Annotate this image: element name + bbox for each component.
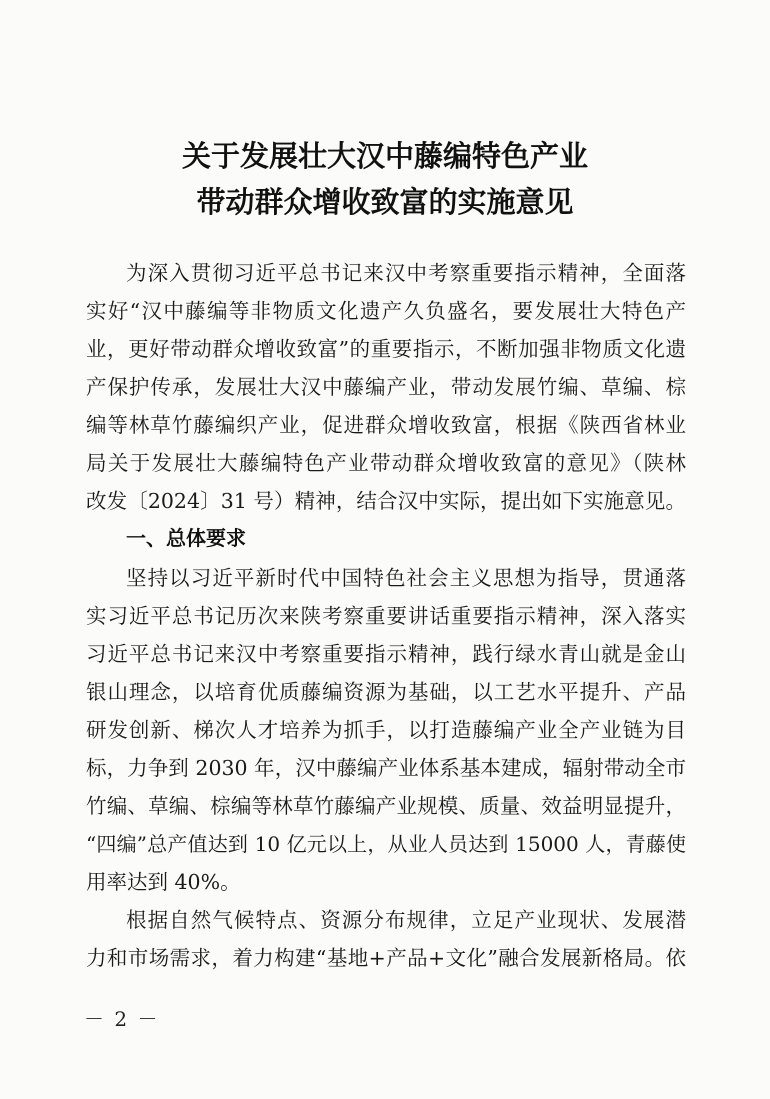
paragraph-line: 力和市场需求，着力构建“基地+产品+文化”融合发展新格局。依 xyxy=(86,946,686,970)
paragraph-line: 根据自然气候特点、资源分布规律，立足产业现状、发展潜 xyxy=(126,908,686,932)
document-title-line-1: 关于发展壮大汉中藤编特色产业 xyxy=(181,139,588,173)
paragraph-line: 改发〔2024〕31 号）精神，结合汉中实际，提出如下实施意见。 xyxy=(86,489,686,513)
paragraph-line: 为深入贯彻习近平总书记来汉中考察重要指示精神，全面落 xyxy=(126,261,686,285)
paragraph-line: 产保护传承，发展壮大汉中藤编产业，带动发展竹编、草编、棕 xyxy=(86,375,686,399)
document-title-line-2: 带动群众增收致富的实施意见 xyxy=(196,185,574,219)
paragraph-line: 坚持以习近平新时代中国特色社会主义思想为指导，贯通落 xyxy=(126,566,686,590)
paragraph-line: 研发创新、梯次人才培养为抓手，以打造藤编产业全产业链为目 xyxy=(86,718,686,742)
paragraph-line: “四编”总产值达到 10 亿元以上，从业人员达到 15000 人，青藤使 xyxy=(86,832,686,856)
paragraph-line: 业，更好带动群众增收致富”的重要指示，不断加强非物质文化遗 xyxy=(86,337,686,361)
paragraph-line: 习近平总书记来汉中考察重要指示精神，践行绿水青山就是金山 xyxy=(86,642,686,666)
paragraph-line: 竹编、草编、棕编等林草竹藤编产业规模、质量、效益明显提升， xyxy=(86,794,686,818)
paragraph-line: 实好“汉中藤编等非物质文化遗产久负盛名，要发展壮大特色产 xyxy=(86,299,686,323)
paragraph-line: 实习近平总书记历次来陕考察重要讲话重要指示精神，深入落实 xyxy=(86,604,686,628)
paragraph-line: 银山理念，以培育优质藤编资源为基础，以工艺水平提升、产品 xyxy=(86,680,686,704)
paragraph-line: 编等林草竹藤编织产业，促进群众增收致富，根据《陕西省林业 xyxy=(86,413,686,437)
paragraph-line: 标，力争到 2030 年，汉中藤编产业体系基本建成，辐射带动全市 xyxy=(86,756,686,780)
paragraph-line: 局关于发展壮大藤编特色产业带动群众增收致富的意见》（陕林 xyxy=(86,451,686,475)
paragraph-line: 用率达到 40%。 xyxy=(86,870,241,894)
section-heading: 一、总体要求 xyxy=(126,526,246,550)
page-number: － 2 － xyxy=(84,1007,160,1031)
